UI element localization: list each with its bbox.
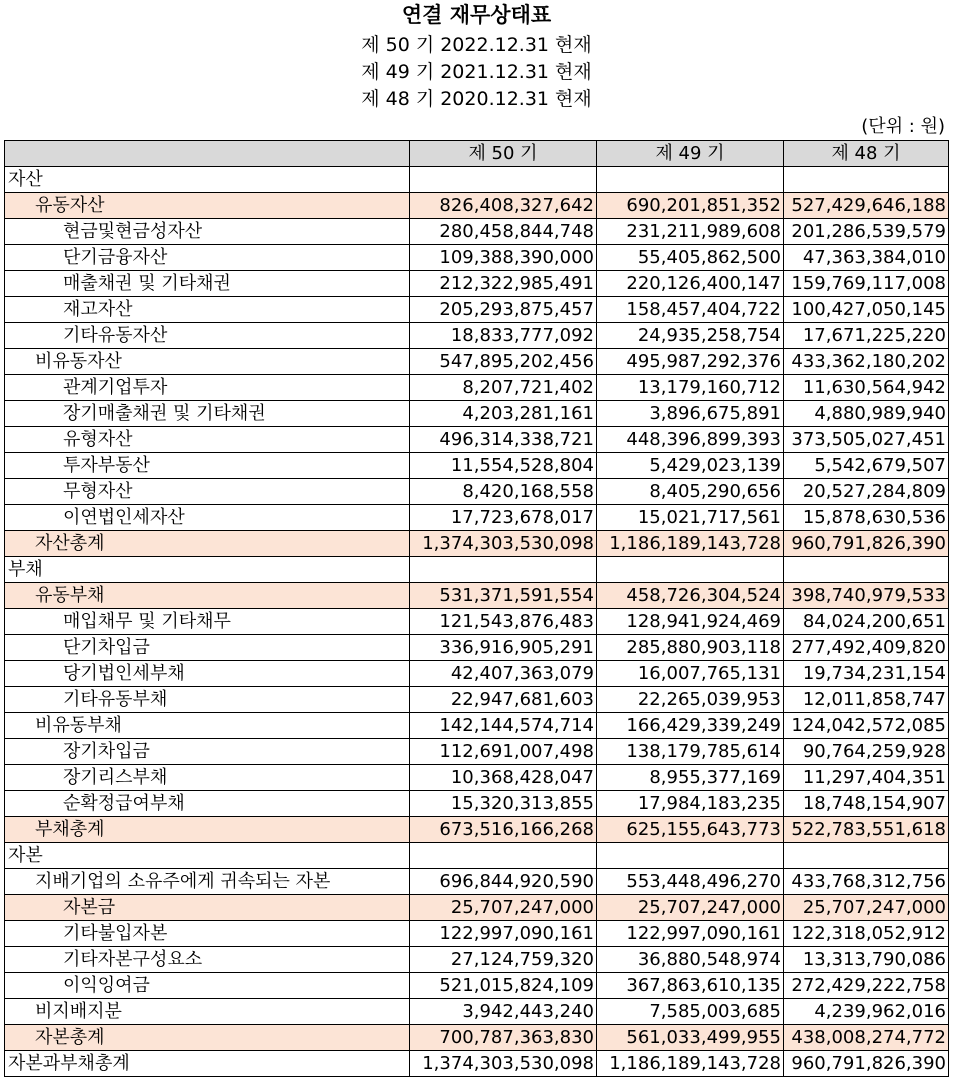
amount-cell: 20,527,284,809	[784, 479, 949, 505]
table-row	[5, 193, 949, 219]
table-row	[5, 609, 949, 635]
amount-cell: 25,707,247,000	[597, 895, 784, 921]
amount-cell: 433,768,312,756	[784, 869, 949, 895]
header-period-49: 제 49 기	[597, 141, 784, 167]
account-label: 당기법인세부채	[5, 661, 410, 687]
account-label: 장기리스부채	[5, 765, 410, 791]
balance-sheet-table	[4, 140, 949, 1077]
amount-cell: 496,314,338,721	[410, 427, 597, 453]
account-label: 유동부채	[5, 583, 410, 609]
account-label: 기타불입자본	[5, 921, 410, 947]
table-row	[5, 843, 949, 869]
table-row	[5, 505, 949, 531]
amount-cell: 336,916,905,291	[410, 635, 597, 661]
amount-cell: 553,448,496,270	[597, 869, 784, 895]
amount-cell: 4,239,962,016	[784, 999, 949, 1025]
amount-cell: 11,297,404,351	[784, 765, 949, 791]
amount-cell: 84,024,200,651	[784, 609, 949, 635]
table-row	[5, 791, 949, 817]
account-label: 자본	[5, 843, 410, 869]
amount-cell: 15,320,313,855	[410, 791, 597, 817]
statement-title: 연결 재무상태표	[401, 3, 552, 27]
amount-cell: 1,374,303,530,098	[410, 531, 597, 557]
amount-cell: 5,542,679,507	[784, 453, 949, 479]
amount-cell	[784, 843, 949, 869]
account-label: 유형자산	[5, 427, 410, 453]
amount-cell: 1,186,189,143,728	[597, 531, 784, 557]
amount-cell: 11,630,564,942	[784, 375, 949, 401]
amount-cell	[410, 167, 597, 193]
account-label: 단기차입금	[5, 635, 410, 661]
amount-cell: 11,554,528,804	[410, 453, 597, 479]
table-row	[5, 765, 949, 791]
amount-cell: 458,726,304,524	[597, 583, 784, 609]
amount-cell: 42,407,363,079	[410, 661, 597, 687]
amount-cell: 15,021,717,561	[597, 505, 784, 531]
table-row	[5, 739, 949, 765]
table-row	[5, 973, 949, 999]
amount-cell	[410, 843, 597, 869]
amount-cell: 212,322,985,491	[410, 271, 597, 297]
amount-cell: 8,207,721,402	[410, 375, 597, 401]
table-row	[5, 921, 949, 947]
account-label: 기타유동부채	[5, 687, 410, 713]
account-label: 자산	[5, 167, 410, 193]
amount-cell: 8,955,377,169	[597, 765, 784, 791]
amount-cell: 673,516,166,268	[410, 817, 597, 843]
table-row	[5, 375, 949, 401]
amount-cell: 696,844,920,590	[410, 869, 597, 895]
table-row	[5, 713, 949, 739]
amount-cell: 433,362,180,202	[784, 349, 949, 375]
amount-cell: 521,015,824,109	[410, 973, 597, 999]
amount-cell: 1,186,189,143,728	[597, 1051, 784, 1077]
amount-cell: 122,318,052,912	[784, 921, 949, 947]
amount-cell: 12,011,858,747	[784, 687, 949, 713]
table-row	[5, 661, 949, 687]
table-row	[5, 297, 949, 323]
amount-cell: 220,126,400,147	[597, 271, 784, 297]
table-row	[5, 999, 949, 1025]
amount-cell: 1,374,303,530,098	[410, 1051, 597, 1077]
header-period-50: 제 50 기	[410, 141, 597, 167]
amount-cell: 142,144,574,714	[410, 713, 597, 739]
table-row	[5, 895, 949, 921]
amount-cell: 124,042,572,085	[784, 713, 949, 739]
period-line-50: 제 50 기 2022.12.31 현재	[361, 34, 592, 56]
table-row	[5, 271, 949, 297]
amount-cell: 826,408,327,642	[410, 193, 597, 219]
account-label: 현금및현금성자산	[5, 219, 410, 245]
amount-cell: 448,396,899,393	[597, 427, 784, 453]
amount-cell: 122,997,090,161	[410, 921, 597, 947]
table-row	[5, 869, 949, 895]
amount-cell: 128,941,924,469	[597, 609, 784, 635]
account-label: 투자부동산	[5, 453, 410, 479]
account-label: 자본총계	[5, 1025, 410, 1051]
amount-cell: 3,896,675,891	[597, 401, 784, 427]
amount-cell: 25,707,247,000	[410, 895, 597, 921]
header-account	[5, 141, 410, 167]
header-period-48: 제 48 기	[784, 141, 949, 167]
amount-cell: 100,427,050,145	[784, 297, 949, 323]
amount-cell: 625,155,643,773	[597, 817, 784, 843]
amount-cell: 373,505,027,451	[784, 427, 949, 453]
table-row	[5, 453, 949, 479]
amount-cell: 47,363,384,010	[784, 245, 949, 271]
table-row	[5, 583, 949, 609]
table-header-row	[5, 141, 949, 167]
account-label: 관계기업투자	[5, 375, 410, 401]
amount-cell: 495,987,292,376	[597, 349, 784, 375]
amount-cell	[410, 557, 597, 583]
amount-cell: 7,585,003,685	[597, 999, 784, 1025]
table-row	[5, 479, 949, 505]
table-row	[5, 1025, 949, 1051]
amount-cell: 121,543,876,483	[410, 609, 597, 635]
table-row	[5, 219, 949, 245]
account-label: 매출채권 및 기타채권	[5, 271, 410, 297]
amount-cell: 19,734,231,154	[784, 661, 949, 687]
amount-cell: 4,880,989,940	[784, 401, 949, 427]
amount-cell	[597, 843, 784, 869]
amount-cell	[784, 557, 949, 583]
account-label: 부채	[5, 557, 410, 583]
account-label: 비지배지분	[5, 999, 410, 1025]
amount-cell: 22,947,681,603	[410, 687, 597, 713]
amount-cell: 205,293,875,457	[410, 297, 597, 323]
account-label: 장기차입금	[5, 739, 410, 765]
table-row	[5, 167, 949, 193]
amount-cell: 109,388,390,000	[410, 245, 597, 271]
amount-cell: 277,492,409,820	[784, 635, 949, 661]
account-label: 비유동부채	[5, 713, 410, 739]
account-label: 자본과부채총계	[5, 1051, 410, 1077]
table-body	[5, 167, 949, 1077]
account-label: 비유동자산	[5, 349, 410, 375]
amount-cell: 5,429,023,139	[597, 453, 784, 479]
amount-cell: 25,707,247,000	[784, 895, 949, 921]
unit-label: (단위 : 원)	[861, 116, 945, 137]
amount-cell: 122,997,090,161	[597, 921, 784, 947]
table-row	[5, 687, 949, 713]
amount-cell: 8,405,290,656	[597, 479, 784, 505]
amount-cell: 280,458,844,748	[410, 219, 597, 245]
amount-cell: 285,880,903,118	[597, 635, 784, 661]
table-row	[5, 1051, 949, 1077]
amount-cell: 22,265,039,953	[597, 687, 784, 713]
amount-cell: 24,935,258,754	[597, 323, 784, 349]
account-label: 이익잉여금	[5, 973, 410, 999]
amount-cell: 16,007,765,131	[597, 661, 784, 687]
amount-cell: 531,371,591,554	[410, 583, 597, 609]
amount-cell: 159,769,117,008	[784, 271, 949, 297]
amount-cell: 522,783,551,618	[784, 817, 949, 843]
table-row	[5, 635, 949, 661]
amount-cell: 15,878,630,536	[784, 505, 949, 531]
account-label: 이연법인세자산	[5, 505, 410, 531]
amount-cell: 690,201,851,352	[597, 193, 784, 219]
account-label: 자본금	[5, 895, 410, 921]
amount-cell: 13,313,790,086	[784, 947, 949, 973]
account-label: 순확정급여부채	[5, 791, 410, 817]
amount-cell: 90,764,259,928	[784, 739, 949, 765]
amount-cell: 4,203,281,161	[410, 401, 597, 427]
amount-cell: 438,008,274,772	[784, 1025, 949, 1051]
table-row	[5, 817, 949, 843]
period-line-48: 제 48 기 2020.12.31 현재	[361, 88, 592, 110]
account-label: 장기매출채권 및 기타채권	[5, 401, 410, 427]
table-row	[5, 401, 949, 427]
amount-cell: 272,429,222,758	[784, 973, 949, 999]
amount-cell	[597, 557, 784, 583]
amount-cell: 700,787,363,830	[410, 1025, 597, 1051]
amount-cell: 166,429,339,249	[597, 713, 784, 739]
amount-cell: 10,368,428,047	[410, 765, 597, 791]
amount-cell: 18,748,154,907	[784, 791, 949, 817]
amount-cell: 13,179,160,712	[597, 375, 784, 401]
account-label: 부채총계	[5, 817, 410, 843]
account-label: 매입채무 및 기타채무	[5, 609, 410, 635]
amount-cell: 17,671,225,220	[784, 323, 949, 349]
amount-cell: 201,286,539,579	[784, 219, 949, 245]
amount-cell: 112,691,007,498	[410, 739, 597, 765]
amount-cell: 547,895,202,456	[410, 349, 597, 375]
account-label: 지배기업의 소유주에게 귀속되는 자본	[5, 869, 410, 895]
amount-cell	[597, 167, 784, 193]
amount-cell: 8,420,168,558	[410, 479, 597, 505]
account-label: 자산총계	[5, 531, 410, 557]
amount-cell: 960,791,826,390	[784, 1051, 949, 1077]
amount-cell: 960,791,826,390	[784, 531, 949, 557]
amount-cell: 17,984,183,235	[597, 791, 784, 817]
amount-cell: 36,880,548,974	[597, 947, 784, 973]
table-row	[5, 245, 949, 271]
amount-cell: 55,405,862,500	[597, 245, 784, 271]
account-label: 기타유동자산	[5, 323, 410, 349]
amount-cell: 17,723,678,017	[410, 505, 597, 531]
amount-cell: 367,863,610,135	[597, 973, 784, 999]
period-line-49: 제 49 기 2021.12.31 현재	[361, 61, 592, 83]
amount-cell: 27,124,759,320	[410, 947, 597, 973]
amount-cell: 527,429,646,188	[784, 193, 949, 219]
table-row	[5, 427, 949, 453]
account-label: 단기금융자산	[5, 245, 410, 271]
amount-cell: 231,211,989,608	[597, 219, 784, 245]
amount-cell: 18,833,777,092	[410, 323, 597, 349]
amount-cell: 138,179,785,614	[597, 739, 784, 765]
account-label: 기타자본구성요소	[5, 947, 410, 973]
table-row	[5, 557, 949, 583]
table-row	[5, 947, 949, 973]
account-label: 무형자산	[5, 479, 410, 505]
account-label: 유동자산	[5, 193, 410, 219]
table-row	[5, 531, 949, 557]
table-row	[5, 349, 949, 375]
table-row	[5, 323, 949, 349]
amount-cell: 158,457,404,722	[597, 297, 784, 323]
amount-cell: 398,740,979,533	[784, 583, 949, 609]
account-label: 재고자산	[5, 297, 410, 323]
amount-cell: 561,033,499,955	[597, 1025, 784, 1051]
amount-cell: 3,942,443,240	[410, 999, 597, 1025]
amount-cell	[784, 167, 949, 193]
